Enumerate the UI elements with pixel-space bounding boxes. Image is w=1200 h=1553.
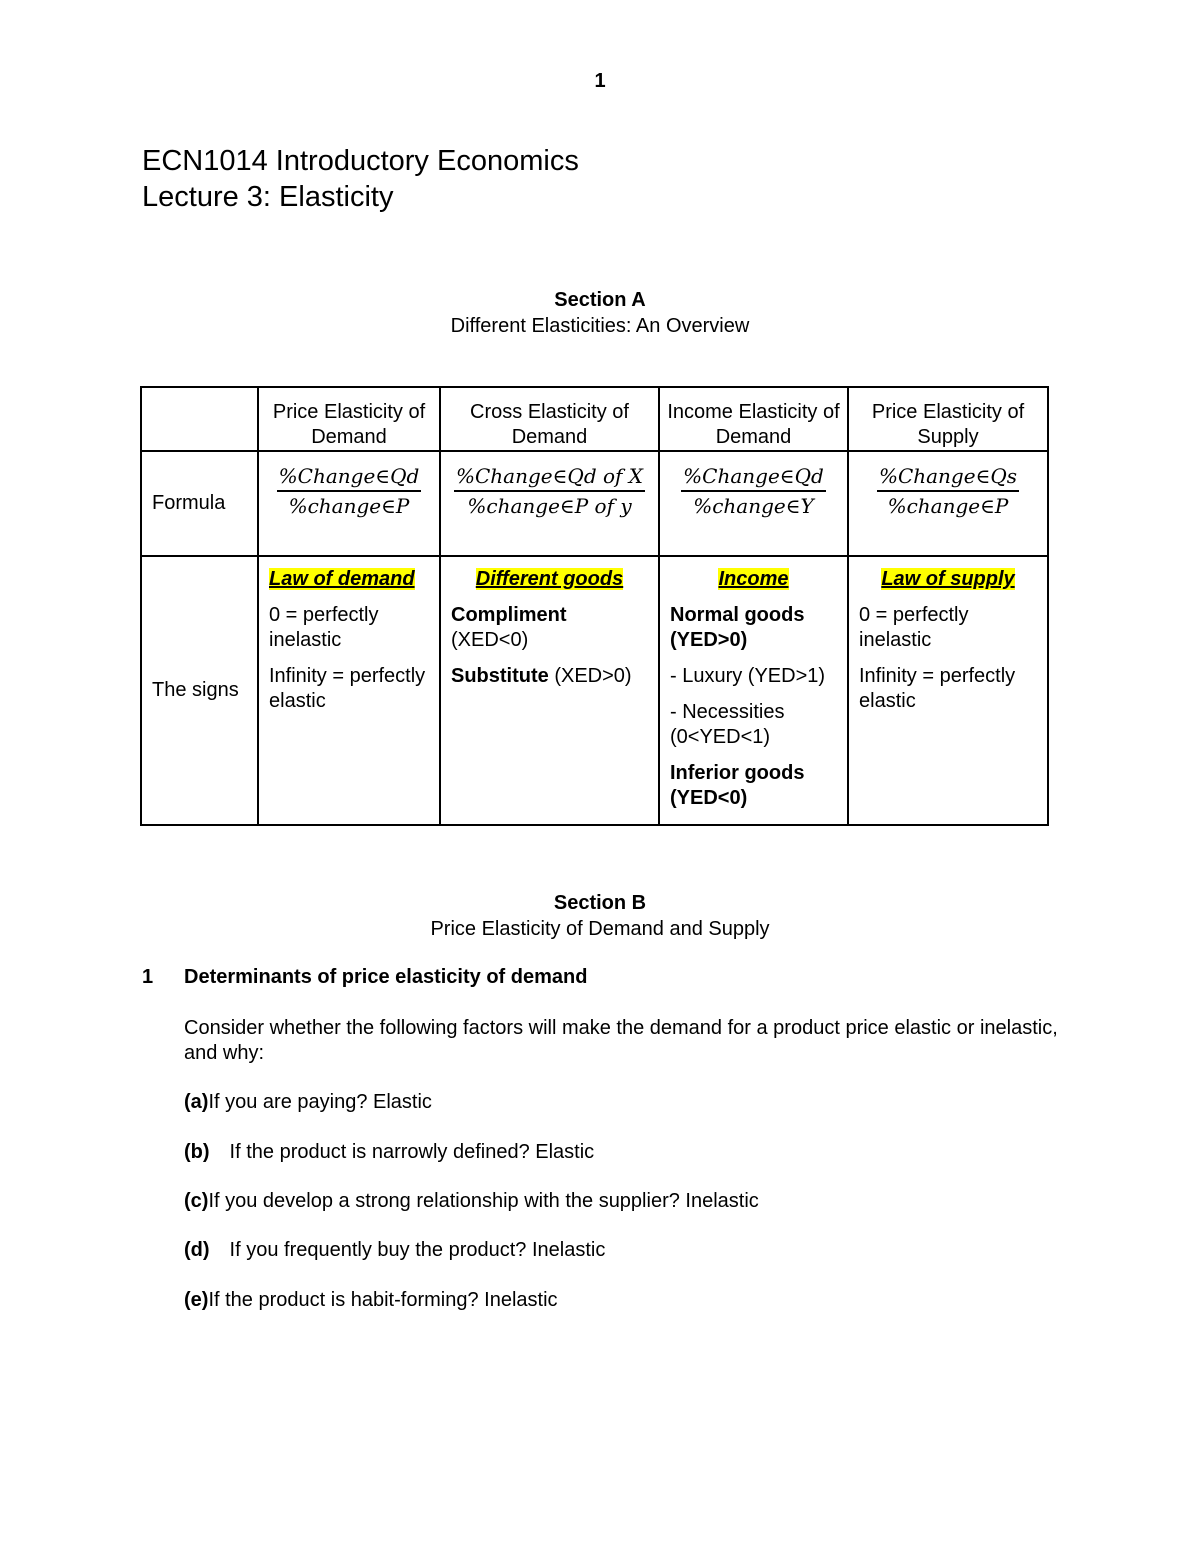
section-a-heading: Section A [554, 289, 646, 311]
formula-xed [440, 451, 659, 556]
luxury-text: - Luxury (YED>1) [670, 665, 826, 687]
ped-zero-text: 0 = perfectly inelastic [269, 604, 379, 651]
signs-yed [659, 556, 848, 825]
page-number: 1 [594, 70, 606, 92]
table-header-row [141, 387, 1048, 451]
header-ped: Price Elasticity of Demand [258, 387, 440, 451]
formula-numerator: %Change∈Qs [877, 462, 1019, 492]
substitute-text: Substitute (XED>0) [451, 665, 632, 687]
list-item: (a)If you are paying? Elastic [184, 1091, 432, 1113]
income-label: Income [718, 568, 789, 590]
formula-numerator: %Change∈Qd [277, 462, 422, 492]
law-of-supply-label: Law of supply [881, 568, 1015, 590]
list-item: (d) If you frequently buy the product? Inelastic [184, 1239, 606, 1261]
signs-xed [440, 556, 659, 825]
question-prompt: Consider whether the following factors will make the demand for a product price elastic or inelastic, and why: [184, 1017, 1058, 1064]
compliment-text: Compliment (XED<0) [451, 604, 567, 651]
pes-zero-text: 0 = perfectly inelastic [859, 604, 969, 651]
list-item: (e)If the product is habit-forming? Inelastic [184, 1289, 558, 1311]
formula-denominator: %change∈P of y [467, 494, 632, 518]
formula-numerator: %Change∈Qd of X [454, 462, 645, 492]
pes-infinity-text: Infinity = perfectly elastic [859, 665, 1016, 712]
section-b-heading: Section B [553, 892, 647, 914]
necessities-text: - Necessities (0<YED<1) [670, 701, 785, 748]
list-item: (b) If the product is narrowly defined? Elastic [184, 1141, 595, 1163]
course-title: ECN1014 Introductory Economics [142, 145, 579, 177]
formula-yed [659, 451, 848, 556]
formula-denominator: %change∈P [288, 494, 410, 518]
signs-row [141, 556, 1048, 825]
signs-pes [848, 556, 1048, 825]
inferior-goods-text: Inferior goods (YED<0) [670, 762, 805, 809]
question-number: 1 [142, 966, 154, 988]
ped-infinity-text: Infinity = perfectly elastic [269, 665, 426, 712]
formula-row [141, 451, 1048, 556]
law-of-demand-label: Law of demand [269, 568, 415, 590]
question-title: Determinants of price elasticity of demand [184, 966, 588, 988]
formula-label: Formula [141, 451, 258, 556]
formula-denominator: %change∈P [887, 494, 1009, 518]
section-b-subheading: Price Elasticity of Demand and Supply [430, 918, 770, 940]
formula-denominator: %change∈Y [693, 494, 814, 518]
elasticity-overview-table [140, 386, 1049, 826]
list-item: (c)If you develop a strong relationship with the supplier? Inelastic [184, 1190, 759, 1212]
normal-goods-text: Normal goods (YED>0) [670, 604, 805, 651]
formula-numerator: %Change∈Qd [681, 462, 826, 492]
signs-label: The signs [141, 556, 258, 825]
different-goods-label: Different goods [475, 568, 624, 590]
formula-ped [258, 451, 440, 556]
header-pes: Price Elasticity of Supply [848, 387, 1048, 451]
table-corner-cell [141, 387, 258, 451]
formula-pes [848, 451, 1048, 556]
header-xed: Cross Elasticity of Demand [440, 387, 659, 451]
lecture-title: Lecture 3: Elasticity [142, 181, 394, 213]
header-yed: Income Elasticity of Demand [659, 387, 848, 451]
section-a-subheading: Different Elasticities: An Overview [450, 315, 750, 337]
signs-ped [258, 556, 440, 825]
